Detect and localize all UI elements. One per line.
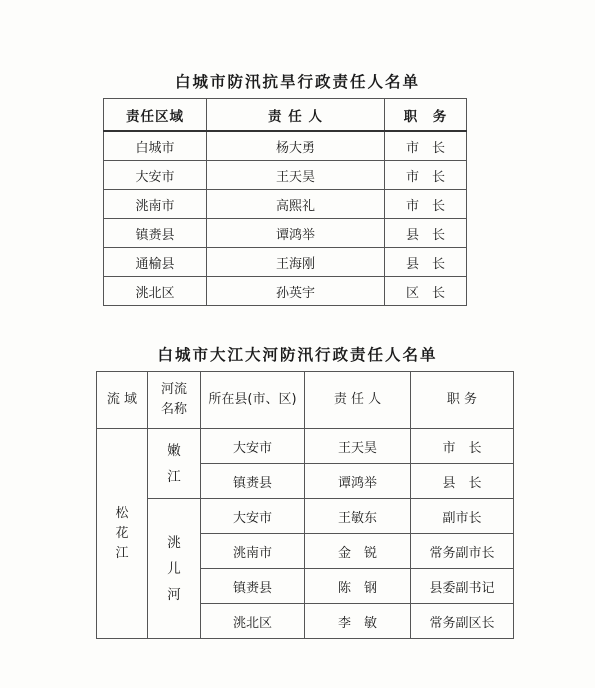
- position-cell: 县 长: [385, 219, 467, 248]
- table2-title: 白城市大江大河防汛行政责任人名单: [157, 346, 438, 364]
- river-responsibility-table: [96, 371, 514, 639]
- river-cell: [148, 499, 201, 639]
- person-cell: 陈 钢: [305, 569, 411, 604]
- person-cell: 高熙礼: [207, 190, 385, 219]
- position-cell: 副市长: [411, 499, 514, 534]
- header-county: 所在县(市、区): [201, 372, 305, 429]
- person-cell: 王敏东: [305, 499, 411, 534]
- governance-responsibility-table: [103, 98, 467, 306]
- person-cell: 杨大勇: [207, 131, 385, 161]
- basin-name: 松 花 江: [115, 505, 129, 561]
- county-cell: 镇赉县: [201, 569, 305, 604]
- person-cell: 王天昊: [207, 161, 385, 190]
- header-position: 职 务: [385, 99, 467, 132]
- table1-title: 白城市防汛抗旱行政责任人名单: [174, 73, 420, 91]
- basin-cell: [97, 429, 148, 639]
- river-name: 洮 儿 河: [167, 534, 181, 603]
- county-cell: 洮北区: [201, 604, 305, 639]
- person-cell: 李 敏: [305, 604, 411, 639]
- position-cell: 市 长: [411, 429, 514, 464]
- county-cell: 大安市: [201, 429, 305, 464]
- position-cell: 县委副书记: [411, 569, 514, 604]
- position-cell: 县 长: [385, 248, 467, 277]
- table-row: [97, 429, 514, 464]
- position-cell: 常务副市长: [411, 534, 514, 569]
- table-row: [97, 499, 514, 534]
- person-cell: 王天昊: [305, 429, 411, 464]
- person-cell: 孙英宇: [207, 277, 385, 306]
- table-row: [104, 190, 467, 219]
- county-cell: 洮南市: [201, 534, 305, 569]
- header-person: 责 任 人: [207, 99, 385, 132]
- table-row: [104, 161, 467, 190]
- area-cell: 洮南市: [104, 190, 207, 219]
- person-cell: 王海刚: [207, 248, 385, 277]
- header-area: 责任区域: [104, 99, 207, 132]
- table-header-row: [97, 372, 514, 429]
- position-cell: 市 长: [385, 161, 467, 190]
- position-cell: 市 长: [385, 190, 467, 219]
- person-cell: 谭鸿举: [207, 219, 385, 248]
- area-cell: 镇赉县: [104, 219, 207, 248]
- table-row: [104, 277, 467, 306]
- position-cell: 县 长: [411, 464, 514, 499]
- river-cell: [148, 429, 201, 499]
- table-header-row: [104, 99, 467, 132]
- header-river-line2: 名称: [160, 402, 187, 417]
- header-river-line1: 河流: [160, 382, 187, 397]
- table-row: [104, 248, 467, 277]
- position-cell: 区 长: [385, 277, 467, 306]
- river-name: 嫩 江: [167, 442, 181, 485]
- area-cell: 白城市: [104, 131, 207, 161]
- header-position: 职 务: [411, 372, 514, 429]
- area-cell: 通榆县: [104, 248, 207, 277]
- person-cell: 金 锐: [305, 534, 411, 569]
- area-cell: 大安市: [104, 161, 207, 190]
- county-cell: 大安市: [201, 499, 305, 534]
- position-cell: 常务副区长: [411, 604, 514, 639]
- header-river-name: [148, 372, 201, 429]
- table-row: [104, 131, 467, 161]
- person-cell: 谭鸿举: [305, 464, 411, 499]
- table-row: [104, 219, 467, 248]
- header-basin: 流 域: [97, 372, 148, 429]
- position-cell: 市 长: [385, 131, 467, 161]
- county-cell: 镇赉县: [201, 464, 305, 499]
- header-person: 责 任 人: [305, 372, 411, 429]
- area-cell: 洮北区: [104, 277, 207, 306]
